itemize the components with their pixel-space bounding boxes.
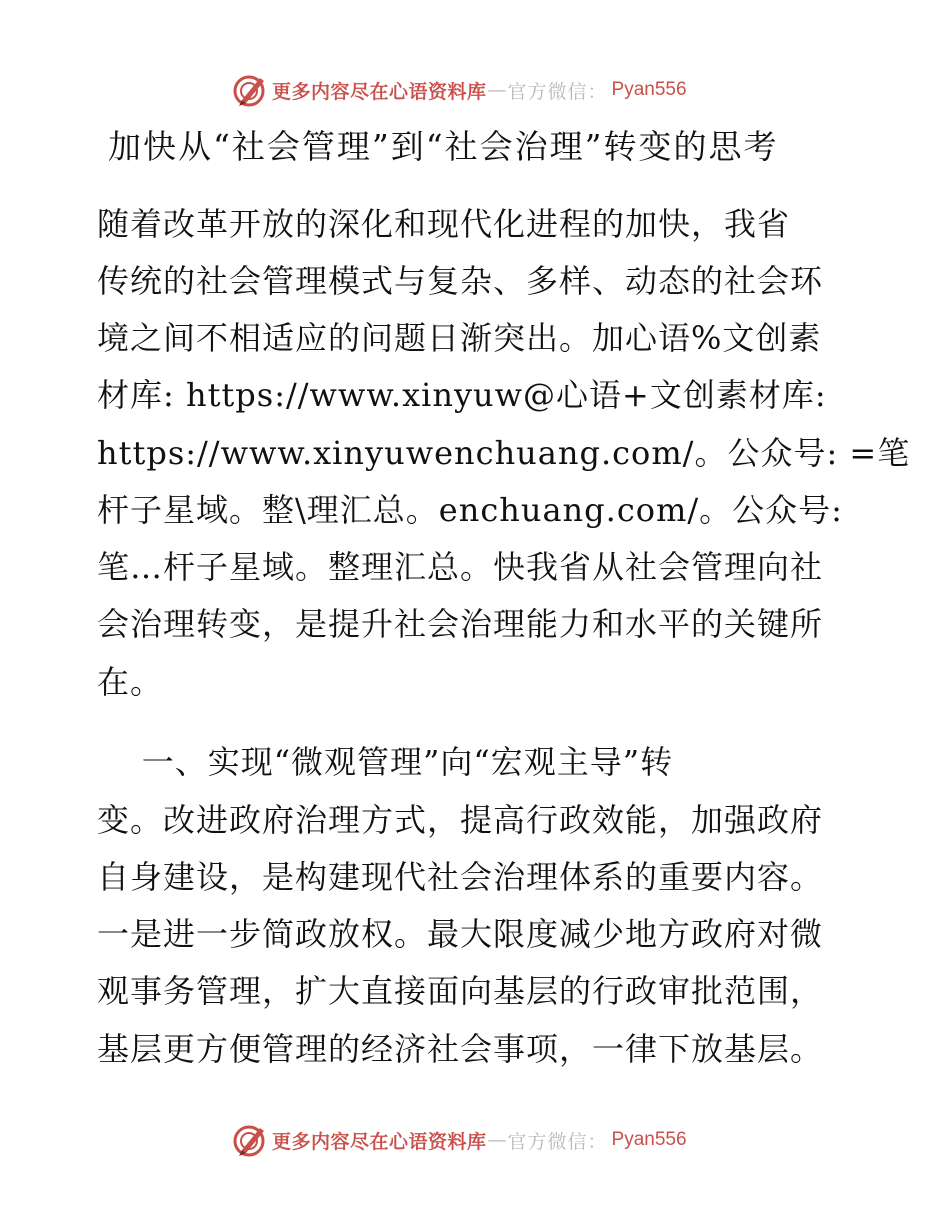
body-line: 变。改进政府治理方式，提高行政效能，加强政府: [97, 801, 824, 839]
body-line: 材库: https://www.xinyuw@心语+文创素材库:: [97, 376, 827, 414]
watermark-dash: —: [487, 1129, 507, 1151]
body-line: 基层更方便管理的经济社会事项，一律下放基层。: [97, 1030, 824, 1068]
body-line: 在。: [97, 663, 164, 701]
watermark-wechat-id: Pyan556: [611, 79, 687, 100]
watermark-main-text: 更多内容尽在心语资料库: [272, 1130, 487, 1153]
body-line: 笔…杆子星域。整理汇总。快我省从社会管理向社: [97, 548, 824, 586]
watermark-sub-text: 官方微信：: [507, 80, 608, 103]
document-title: 加快从“社会管理”到“社会治理”转变的思考: [108, 127, 779, 166]
pen-logo-icon: [230, 70, 270, 110]
watermark-dash: —: [487, 79, 507, 101]
body-line: 传统的社会管理模式与复杂、多样、动态的社会环: [97, 262, 824, 300]
body-line: 境之间不相适应的问题日渐突出。加心语%文创素: [97, 319, 822, 357]
watermark-main-text: 更多内容尽在心语资料库: [272, 80, 487, 103]
body-line: 自身建设，是构建现代社会治理体系的重要内容。: [97, 858, 824, 896]
body-line: 杆子星域。整\理汇总。enchuang.com/。公众号:: [97, 491, 843, 529]
watermark-footer: [230, 1120, 730, 1160]
section-heading-line: 一、实现“微观管理”向“宏观主导”转: [97, 743, 674, 781]
watermark-header: [230, 70, 730, 110]
watermark-wechat-id: Pyan556: [611, 1129, 687, 1150]
watermark-sub-text: 官方微信：: [507, 1130, 608, 1153]
body-line: 会治理转变，是提升社会治理能力和水平的关键所: [97, 605, 824, 643]
body-line: https://www.xinyuwenchuang.com/。公众号: =笔: [97, 434, 911, 472]
pen-logo-icon: [230, 1120, 270, 1160]
body-line: 一是进一步简政放权。最大限度减少地方政府对微: [97, 915, 824, 953]
body-line: 随着改革开放的深化和现代化进程的加快，我省: [97, 205, 791, 243]
body-line: 观事务管理，扩大直接面向基层的行政审批范围，: [97, 972, 824, 1010]
